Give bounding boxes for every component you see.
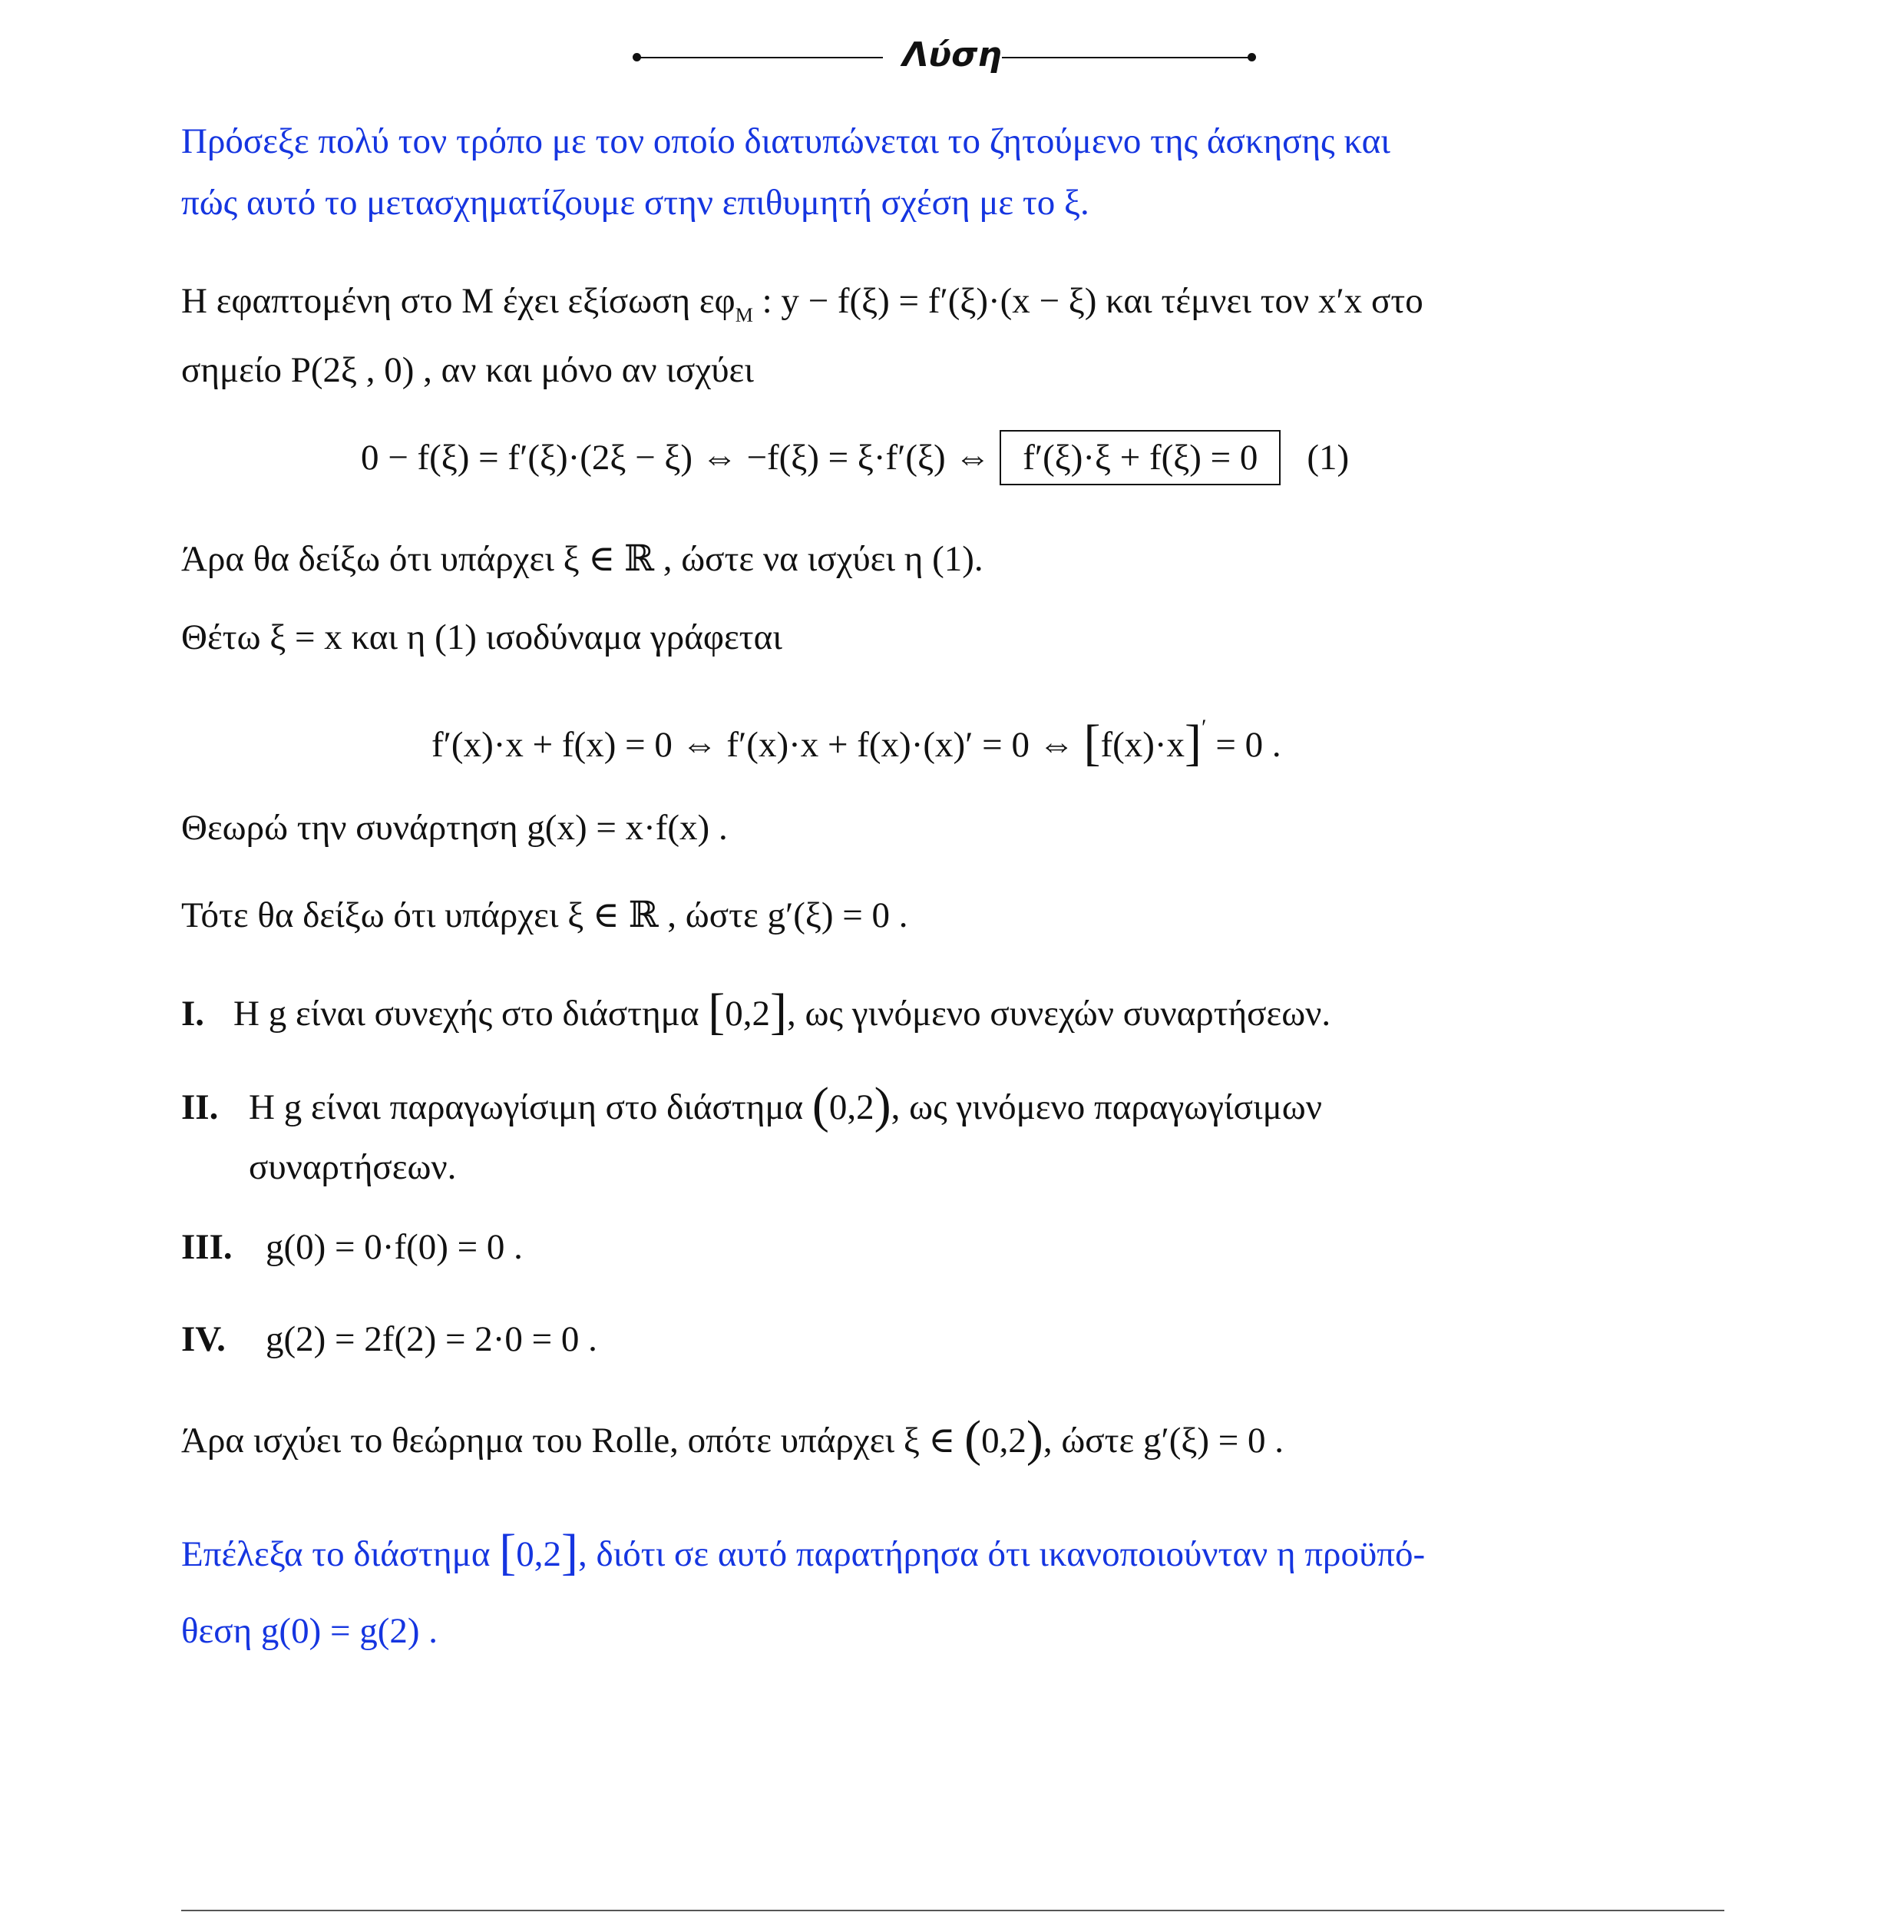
outro-text-b: , διότι σε αυτό παρατήρησα ότι ικανοποιούνταν η προϋπό- [577, 1534, 1426, 1574]
equation-2-right: = 0 . [1206, 725, 1281, 765]
equation-1-boxed: f′(ξ)·ξ + f(ξ) = 0 [1000, 430, 1281, 485]
item-ii-number: ΙΙ. [181, 1087, 219, 1127]
item-iv-number: ΙV. [181, 1319, 226, 1359]
tangent-subscript: Μ [735, 304, 753, 326]
item-i-open-bracket: [ [708, 984, 726, 1040]
outro-open-bracket: [ [499, 1524, 517, 1580]
item-iv-text: g(2) = 2f(2) = 2·0 = 0 . [266, 1319, 597, 1359]
equation-2-close-bracket: ] [1185, 715, 1202, 771]
equation-2-open-bracket: [ [1083, 715, 1101, 771]
item-ii-close-paren: ) [874, 1077, 891, 1133]
footer-divider [181, 1910, 1724, 1911]
item-ii-interval: 0,2 [828, 1087, 874, 1127]
intro-line-1: Πρόσεξε πολύ τον τρόπο με τον οποίο διατυπώνεται το ζητούμενο της άσκησης και [181, 121, 1390, 161]
outro-line-2: θεση g(0) = g(2) . [181, 1611, 438, 1651]
set-line: Θέτω ξ = x και η (1) ισοδύναμα γράφεται [181, 617, 782, 657]
equation-1-tag: (1) [1307, 438, 1350, 478]
rolle-close-paren: ) [1026, 1411, 1043, 1467]
item-iii-number: ΙΙΙ. [181, 1227, 233, 1267]
equation-2-prime: ′ [1202, 715, 1207, 740]
item-ii [181, 1077, 1322, 1133]
equation-1-left: 0 − f(ξ) = f′(ξ)·(2ξ − ξ) ⇔ −f(ξ) = ξ·f′(ξ) ⇔ [361, 438, 1000, 478]
intro-line-2: πώς αυτό το μετασχηματίζουμε στην επιθυμητή σχέση με το ξ. [181, 183, 1089, 223]
item-iii-text: g(0) = 0·f(0) = 0 . [266, 1227, 523, 1267]
header-left-rule [637, 57, 883, 58]
item-iv [181, 1318, 597, 1361]
so-line: Άρα θα δείξω ότι υπάρχει ξ ∈ ℝ , ώστε να ισχύει η (1). [181, 539, 983, 579]
header-right-rule [1002, 57, 1251, 58]
item-iii [181, 1226, 523, 1269]
equation-2-left: f′(x)·x + f(x) = 0 ⇔ f′(x)·x + f(x)·(x)′ = 0 ⇔ [431, 725, 1084, 765]
item-i-text-b: , ως γινόμενο συνεχών συναρτήσεων. [786, 994, 1331, 1034]
item-i-number: Ι. [181, 994, 205, 1034]
consider-line: Θεωρώ την συνάρτηση g(x) = x·f(x) . [181, 808, 728, 848]
header-right-dot [1248, 53, 1256, 61]
item-ii-open-paren: ( [812, 1077, 829, 1133]
tangent-text-before: Η εφαπτομένη στο Μ έχει εξίσωση εφ [181, 281, 735, 321]
tangent-line-2: σημείο Ρ(2ξ , 0) , αν και μόνο αν ισχύει [181, 350, 754, 390]
equation-2 [431, 706, 1281, 771]
item-ii-text-b: , ως γινόμενο παραγωγίσιμων [891, 1087, 1322, 1127]
header-title: Λύση [902, 35, 1002, 74]
item-ii-line-2: συναρτήσεων. [249, 1147, 457, 1187]
item-ii-text-a: Η g είναι παραγωγίσιμη στο διάστημα [249, 1087, 812, 1127]
outro-line-1 [181, 1524, 1426, 1580]
equation-2-middle: f(x)·x [1100, 725, 1185, 765]
item-i-text-a: Η g είναι συνεχής στο διάστημα [233, 994, 709, 1034]
tangent-line-1 [181, 280, 1423, 337]
item-i-interval: 0,2 [725, 994, 770, 1034]
solution-header [0, 31, 1904, 84]
rolle-open-paren: ( [964, 1411, 982, 1467]
rolle-text-a: Άρα ισχύει το θεώρημα του Rolle, οπότε υπάρχει ξ ∈ [181, 1421, 965, 1461]
item-i-close-bracket: ] [770, 984, 787, 1040]
tangent-text-after: : y − f(ξ) = f′(ξ)·(x − ξ) και τέμνει τον x′x στο [752, 281, 1423, 321]
outro-interval: 0,2 [516, 1534, 561, 1574]
rolle-line [181, 1411, 1284, 1467]
rolle-text-b: , ώστε g′(ξ) = 0 . [1043, 1421, 1284, 1461]
item-i [181, 984, 1331, 1040]
then-line: Τότε θα δείξω ότι υπάρχει ξ ∈ ℝ , ώστε g′(ξ) = 0 . [181, 895, 908, 935]
outro-text-a: Επέλεξα το διάστημα [181, 1534, 500, 1574]
outro-close-bracket: ] [560, 1524, 578, 1580]
equation-1 [361, 430, 1349, 485]
rolle-interval: 0,2 [981, 1421, 1026, 1461]
